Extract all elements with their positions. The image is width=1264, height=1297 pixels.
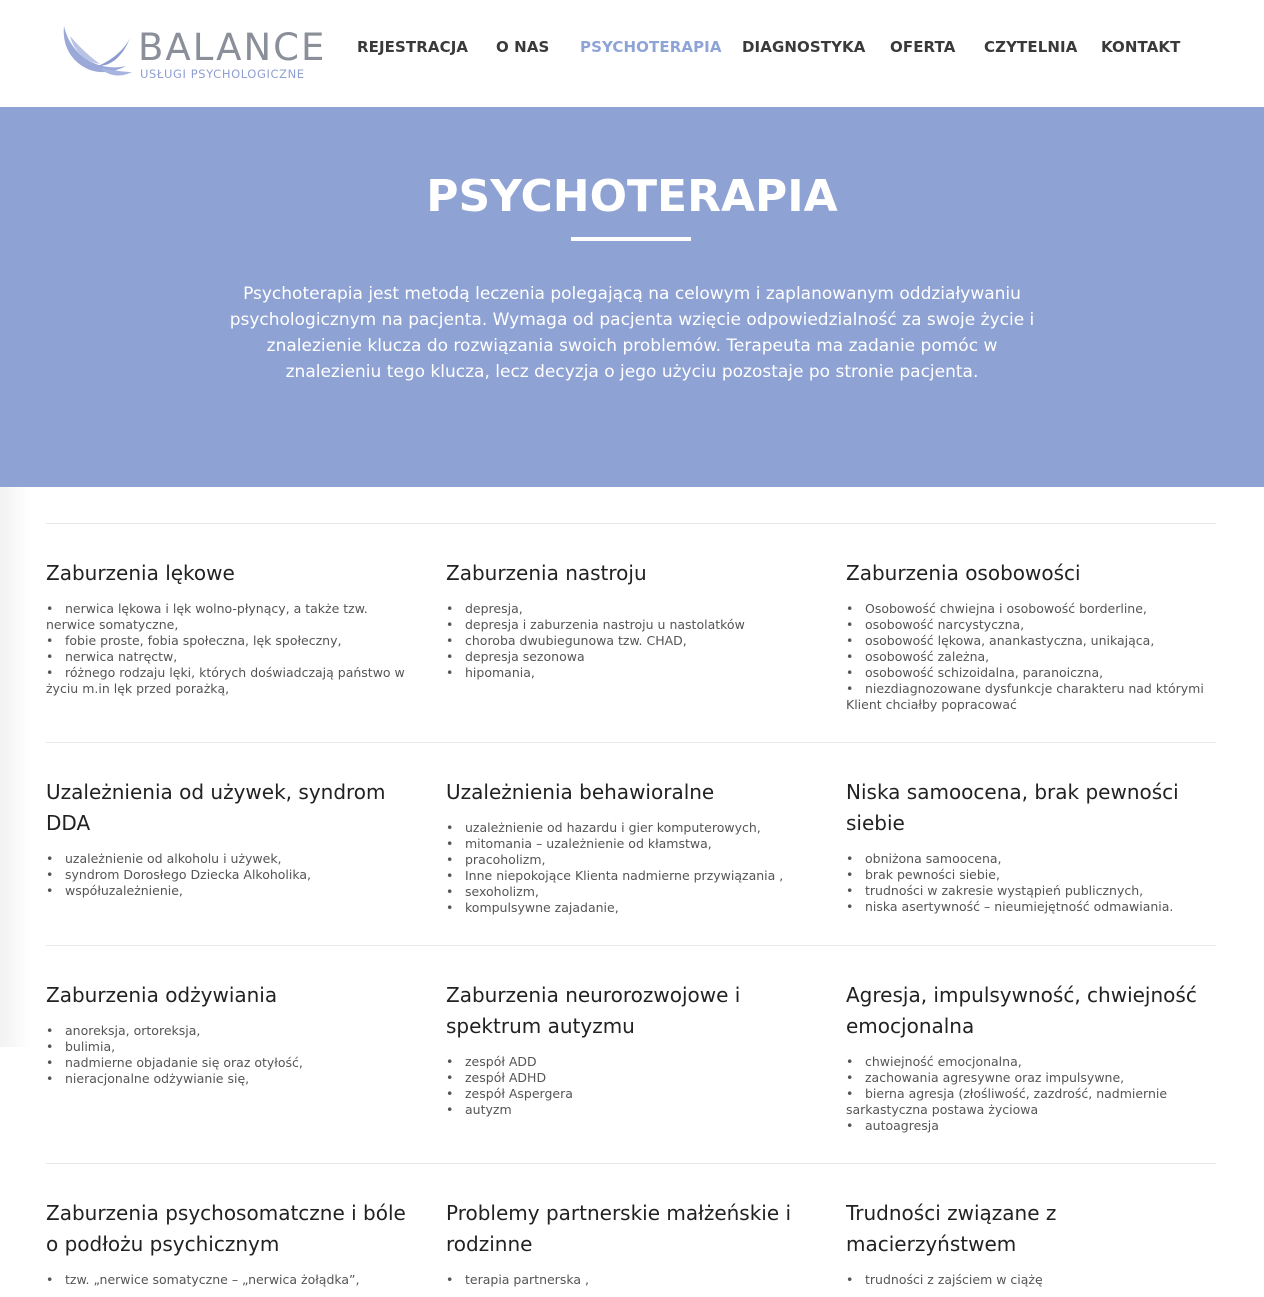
nav-czytelnia[interactable]: CZYTELNIA — [984, 38, 1078, 56]
list-item: • syndrom Dorosłego Dziecka Alkoholika, — [46, 867, 416, 883]
card-agresja — [846, 980, 1216, 1134]
list-item: • trudności z zajściem w ciążę — [846, 1272, 1216, 1288]
list-item: • współuzależnienie, — [46, 883, 416, 899]
card-uzaleznienia-behawioralne — [446, 777, 816, 916]
card-title: Uzależnienia od używek, syndrom DDA — [46, 780, 386, 835]
card-title: Uzależnienia behawioralne — [446, 780, 715, 804]
card-list — [446, 601, 816, 681]
list-item: • uzależnienie od alkoholu i używek, — [46, 851, 416, 867]
list-item: • osobowość lękowa, anankastyczna, unikająca, — [846, 633, 1216, 649]
card-title: Agresja, impulsywność, chwiejność emocjonalna — [846, 983, 1197, 1038]
list-item: • Osobowość chwiejna i osobowość borderline, — [846, 601, 1216, 617]
list-item: • uzależnienie od hazardu i gier komputerowych, — [446, 820, 816, 836]
nav-diagnostyka[interactable]: DIAGNOSTYKA — [742, 38, 866, 56]
card-list — [846, 1054, 1216, 1134]
brand-tagline: USŁUGI PSYCHOLOGICZNE — [140, 67, 305, 81]
list-item: • trudności w zakresie wystąpień publicznych, — [846, 883, 1216, 899]
list-item: • depresja, — [446, 601, 816, 617]
list-item: • brak pewności siebie, — [846, 867, 1216, 883]
list-item: • anoreksja, ortoreksja, — [46, 1023, 416, 1039]
nav-oferta[interactable]: OFERTA — [890, 38, 956, 56]
brand-name: BALANCE — [138, 26, 327, 69]
row-divider — [46, 742, 1216, 743]
nav-psychoterapia[interactable]: PSYCHOTERAPIA — [580, 38, 722, 56]
site-header — [0, 0, 1264, 107]
page-title: PSYCHOTERAPIA — [426, 171, 838, 222]
list-item: • obniżona samoocena, — [846, 851, 1216, 867]
list-item: • mitomania – uzależnienie od kłamstwa, — [446, 836, 816, 852]
list-item: • chwiejność emocjonalna, — [846, 1054, 1216, 1070]
list-item: • nerwica natręctw, — [46, 649, 416, 665]
list-item: • choroba dwubiegunowa tzw. CHAD, — [446, 633, 816, 649]
list-item: • różnego rodzaju lęki, których doświadczają państwo w życiu m.in lęk przed porażką, — [46, 665, 416, 697]
card-uzaleznienia-uzywki — [46, 777, 416, 899]
card-list — [46, 601, 416, 697]
card-title: Zaburzenia psychosomatczne i bóle o podłożu psychicznym — [46, 1201, 406, 1256]
list-item: • zespół Aspergera — [446, 1086, 816, 1102]
list-item: • osobowość schizoidalna, paranoiczna, — [846, 665, 1216, 681]
card-title: Zaburzenia osobowości — [846, 561, 1081, 585]
card-list — [846, 1272, 1216, 1288]
card-list — [846, 601, 1216, 713]
list-item: • Inne niepokojące Klienta nadmierne przywiązania , — [446, 868, 816, 884]
hero-banner — [0, 107, 1264, 487]
list-item: • osobowość narcystyczna, — [846, 617, 1216, 633]
list-item: • tzw. „nerwice somatyczne – „nerwica żołądka”, — [46, 1272, 416, 1288]
list-item: • nadmierne objadanie się oraz otyłość, — [46, 1055, 416, 1071]
card-list — [46, 851, 416, 899]
row-divider — [46, 945, 1216, 946]
list-item: • nieracjonalne odżywianie się, — [46, 1071, 416, 1087]
list-item: • bulimia, — [46, 1039, 416, 1055]
main-nav — [0, 38, 1264, 60]
card-zaburzenia-neurorozwojowe — [446, 980, 816, 1118]
list-item: • fobie proste, fobia społeczna, lęk społeczny, — [46, 633, 416, 649]
row-divider — [46, 1163, 1216, 1164]
list-item: • terapia partnerska , — [446, 1272, 816, 1288]
card-title: Niska samoocena, brak pewności siebie — [846, 780, 1179, 835]
list-item: • zespół ADHD — [446, 1070, 816, 1086]
card-list — [446, 1272, 816, 1288]
card-title: Zaburzenia odżywiania — [46, 983, 278, 1007]
list-item: • autyzm — [446, 1102, 816, 1118]
card-list — [46, 1272, 416, 1288]
card-title: Trudności związane z macierzyństwem — [846, 1201, 1057, 1256]
card-list — [46, 1023, 416, 1087]
list-item: • nerwica lękowa i lęk wolno-płynący, a także tzw. nerwice somatyczne, — [46, 601, 416, 633]
list-item: • sexoholizm, — [446, 884, 816, 900]
card-title: Problemy partnerskie małżeńskie i rodzinne — [446, 1201, 792, 1256]
card-title: Zaburzenia nastroju — [446, 561, 647, 585]
list-item: • niezdiagnozowane dysfunkcje charakteru nad którymi Klient chciałby popracować — [846, 681, 1216, 713]
card-niska-samoocena — [846, 777, 1216, 915]
card-list — [846, 851, 1216, 915]
edge-shadow — [0, 487, 30, 1047]
card-zaburzenia-nastroju — [446, 558, 816, 681]
nav-kontakt[interactable]: KONTAKT — [1101, 38, 1181, 56]
card-title: Zaburzenia lękowe — [46, 561, 235, 585]
list-item: • bierna agresja (złośliwość, zazdrość, nadmiernie sarkastyczna postawa życiowa — [846, 1086, 1216, 1118]
hero-description: Psychoterapia jest metodą leczenia polegającą na celowym i zaplanowanym oddziaływaniu psychologicznym na pacjenta. Wymaga od pacjenta wzięcie odpowiedzialność za swoje życie i znalezienie klucza do rozwiązania swoich problemów. Terapeuta ma zadanie pomóc w znalezieniu tego klucza, lecz decyzja o jego użyciu pozostaje po stronie pacjenta. — [229, 284, 1035, 382]
card-problemy-partnerskie — [446, 1198, 816, 1288]
list-item: • zespół ADD — [446, 1054, 816, 1070]
card-list — [446, 820, 816, 916]
card-list — [446, 1054, 816, 1118]
card-psychosomatyczne — [46, 1198, 416, 1288]
list-item: • zachowania agresywne oraz impulsywne, — [846, 1070, 1216, 1086]
card-zaburzenia-odzywiania — [46, 980, 416, 1087]
title-underline — [571, 237, 691, 241]
list-item: • autoagresja — [846, 1118, 1216, 1134]
card-zaburzenia-osobowosci — [846, 558, 1216, 713]
list-item: • osobowość zależna, — [846, 649, 1216, 665]
nav-rejestracja[interactable]: REJESTRACJA — [357, 38, 469, 56]
list-item: • depresja sezonowa — [446, 649, 816, 665]
card-title: Zaburzenia neurorozwojowe i spektrum autyzmu — [446, 983, 741, 1038]
list-item: • hipomania, — [446, 665, 816, 681]
card-zaburzenia-lekowe — [46, 558, 416, 697]
list-item: • niska asertywność – nieumiejętność odmawiania. — [846, 899, 1216, 915]
list-item: • kompulsywne zajadanie, — [446, 900, 816, 916]
list-item: • pracoholizm, — [446, 852, 816, 868]
list-item: • depresja i zaburzenia nastroju u nastolatków — [446, 617, 816, 633]
nav-o-nas[interactable]: O NAS — [496, 38, 550, 56]
row-divider — [46, 523, 1216, 524]
card-macierzynstwo — [846, 1198, 1216, 1288]
